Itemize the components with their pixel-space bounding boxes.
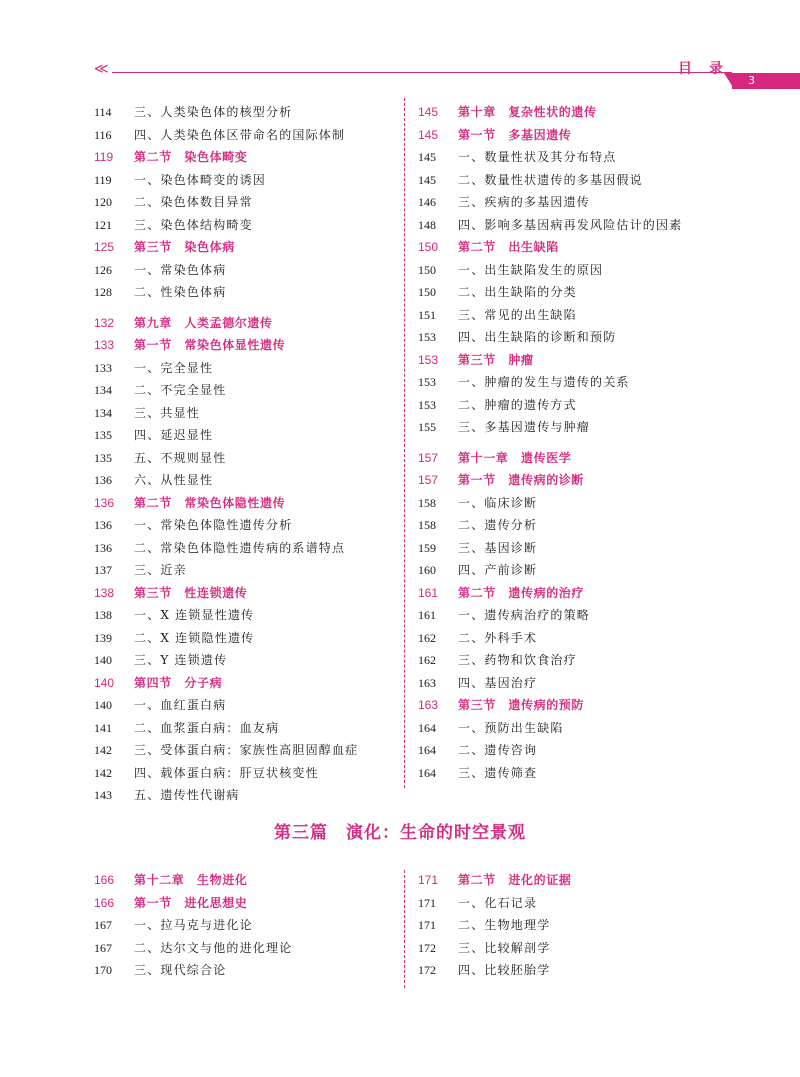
toc-entry-title: 二、达尔文与他的进化理论 xyxy=(134,940,293,955)
toc-page-number: 167 xyxy=(94,940,112,955)
toc-entry-title: 三、染色体结构畸变 xyxy=(134,217,253,232)
toc-entry-title: 一、遗传病治疗的策略 xyxy=(458,608,591,622)
toc-page-number: 166 xyxy=(94,895,115,910)
toc-entry-title: 四、基因治疗 xyxy=(458,675,538,690)
toc-entry-title: 第一节 常染色体显性遗传 xyxy=(134,338,286,352)
toc-page-number: 163 xyxy=(418,675,436,690)
toc-entry-title: 三、基因诊断 xyxy=(458,540,538,555)
toc-entry-title: 第一节 遗传病的诊断 xyxy=(458,473,585,487)
toc-page-number: 172 xyxy=(418,963,436,977)
toc-page-number: 159 xyxy=(418,540,436,555)
toc-entry-title: 二、血浆蛋白病：血友病 xyxy=(134,720,280,735)
toc-page-number: 153 xyxy=(418,352,439,367)
toc-page-number: 145 xyxy=(418,127,439,142)
toc-entry-title: 第二节 染色体畸变 xyxy=(134,150,248,164)
toc-page-number: 164 xyxy=(418,720,436,735)
toc-entry-title: 三、Y 连锁遗传 xyxy=(134,653,228,667)
toc-entry-title: 一、X 连锁显性遗传 xyxy=(134,608,255,622)
toc-entry-title: 三、药物和饮食治疗 xyxy=(458,653,577,667)
toc-column-right xyxy=(418,100,758,800)
toc-entry-title: 四、载体蛋白病：肝豆状核变性 xyxy=(134,765,319,780)
toc-entry-title: 四、影响多基因病再发风险估计的因素 xyxy=(458,217,683,232)
toc-entry-title: 二、染色体数目异常 xyxy=(134,195,253,209)
toc-page-number: 151 xyxy=(418,307,436,322)
toc-entry-title: 一、出生缺陷发生的原因 xyxy=(458,262,604,277)
toc-page-number: 119 xyxy=(94,150,114,164)
toc-entry-title: 二、外科手术 xyxy=(458,630,538,645)
toc-page-number: 135 xyxy=(94,450,112,465)
toc-entry-title: 四、比较胚胎学 xyxy=(458,963,551,977)
toc-column-bottom-left xyxy=(94,870,394,990)
toc-entry-title: 第一节 多基因遗传 xyxy=(458,127,572,142)
toc-column-bottom-right xyxy=(418,870,758,990)
toc-entry-title: 第四节 分子病 xyxy=(134,675,223,690)
toc-entry-title: 一、数量性状及其分布特点 xyxy=(458,150,617,164)
toc-entry-title: 四、出生缺陷的诊断和预防 xyxy=(458,330,617,344)
toc-entry-title: 一、临床诊断 xyxy=(458,495,538,510)
toc-entry-title: 二、X 连锁隐性遗传 xyxy=(134,630,255,645)
toc-page-number: 133 xyxy=(94,338,115,352)
toc-page-number: 134 xyxy=(94,405,112,420)
toc-page-number: 135 xyxy=(94,428,112,442)
toc-page-number: 136 xyxy=(94,540,112,555)
toc-entry-title: 第二节 常染色体隐性遗传 xyxy=(134,495,286,510)
toc-entry-title: 第十一章 遗传医学 xyxy=(458,450,572,465)
toc-page-number: 171 xyxy=(418,918,436,932)
toc-entry-title: 一、化石记录 xyxy=(458,895,538,910)
toc-page-number: 153 xyxy=(418,330,436,344)
toc-entry-title: 二、生物地理学 xyxy=(458,918,551,932)
toc-entry-title: 三、多基因遗传与肿瘤 xyxy=(458,420,591,434)
page-number-tab xyxy=(732,73,800,89)
toc-entry-title: 三、常见的出生缺陷 xyxy=(458,307,577,322)
toc-entry-title: 第三节 染色体病 xyxy=(134,240,235,254)
toc-page-number: 153 xyxy=(418,375,436,389)
toc-page-number: 119 xyxy=(94,172,112,187)
toc-entry-title: 第十二章 生物进化 xyxy=(134,873,248,887)
toc-entry-title: 六、从性显性 xyxy=(134,473,214,487)
toc-entry-title: 三、共显性 xyxy=(134,405,201,420)
toc-entry-title: 二、遗传分析 xyxy=(458,518,538,532)
toc-entry-title: 四、人类染色体区带命名的国际体制 xyxy=(134,127,346,142)
toc-entry-title: 二、不完全显性 xyxy=(134,383,227,397)
toc-page-number: 114 xyxy=(94,105,112,119)
toc-page-number: 146 xyxy=(418,195,436,209)
toc-page-number: 153 xyxy=(418,397,436,412)
toc-entry-title: 三、现代综合论 xyxy=(134,963,227,977)
toc-entry-title: 二、性染色体病 xyxy=(134,285,227,299)
toc-entry-title: 三、比较解剖学 xyxy=(458,940,551,955)
toc-entry-title: 第一节 进化思想史 xyxy=(134,895,248,910)
toc-entry-title: 一、常染色体隐性遗传分析 xyxy=(134,518,293,532)
toc-page-number: 140 xyxy=(94,698,112,712)
toc-page-number: 137 xyxy=(94,563,112,577)
toc-page-number: 142 xyxy=(94,743,112,757)
toc-entry-title: 三、疾病的多基因遗传 xyxy=(458,195,591,209)
page-number: 3 xyxy=(748,74,755,87)
toc-page-number: 136 xyxy=(94,473,112,487)
toc-page-number: 140 xyxy=(94,653,112,667)
toc-entry-title: 一、常染色体病 xyxy=(134,262,227,277)
toc-page-number: 142 xyxy=(94,765,112,780)
toc-page-number: 162 xyxy=(418,630,436,645)
toc-entry-title: 一、拉马克与进化论 xyxy=(134,918,253,932)
toc-page-number: 143 xyxy=(94,788,112,802)
toc-page-number: 136 xyxy=(94,495,115,510)
toc-page-number: 170 xyxy=(94,963,112,977)
toc-entry-title: 三、遗传筛查 xyxy=(458,765,538,780)
toc-page-number: 132 xyxy=(94,315,115,330)
toc-page-number: 164 xyxy=(418,743,436,757)
toc-page-number: 162 xyxy=(418,653,436,667)
toc-page-number: 171 xyxy=(418,873,439,887)
toc-entry-title: 三、近亲 xyxy=(134,563,187,577)
toc-page-number: 164 xyxy=(418,765,436,780)
column-divider-bottom xyxy=(404,870,405,988)
toc-page-number: 158 xyxy=(418,518,436,532)
toc-page-number: 166 xyxy=(94,873,115,887)
toc-entry-title: 五、遗传性代谢病 xyxy=(134,788,240,802)
toc-page-number: 150 xyxy=(418,262,436,277)
page-title: 目 录 xyxy=(678,61,729,77)
double-chevron-left-icon: ≪ xyxy=(94,61,106,77)
toc-page-number: 172 xyxy=(418,940,436,955)
toc-page-number: 141 xyxy=(94,720,112,735)
toc-entry-title: 第三节 遗传病的预防 xyxy=(458,698,585,712)
toc-page-number: 150 xyxy=(418,240,439,254)
toc-page-number: 150 xyxy=(418,285,436,299)
part-title: 第三篇 演化：生命的时空景观 xyxy=(274,823,526,843)
toc-page-number: 161 xyxy=(418,585,439,600)
toc-page-number: 116 xyxy=(94,127,112,142)
toc-entry-title: 四、延迟显性 xyxy=(134,428,214,442)
toc-page-number: 121 xyxy=(94,217,112,232)
toc-entry-title: 第十章 复杂性状的遗传 xyxy=(458,105,597,119)
toc-entry-title: 二、常染色体隐性遗传病的系谱特点 xyxy=(134,540,346,555)
toc-entry-title: 三、人类染色体的核型分析 xyxy=(134,105,293,119)
toc-page-number: 139 xyxy=(94,630,112,645)
toc-entry-title: 第二节 出生缺陷 xyxy=(458,240,559,254)
toc-page-number: 155 xyxy=(418,420,436,434)
toc-page-number: 134 xyxy=(94,383,112,397)
toc-page-number: 157 xyxy=(418,450,439,465)
toc-page-number: 167 xyxy=(94,918,112,932)
toc-page-number: 145 xyxy=(418,172,436,187)
toc-entry-title: 第九章 人类孟德尔遗传 xyxy=(134,315,273,330)
toc-entry-title: 三、受体蛋白病：家族性高胆固醇血症 xyxy=(134,743,359,757)
toc-page-number: 125 xyxy=(94,240,115,254)
toc-entry-title: 一、血红蛋白病 xyxy=(134,698,227,712)
header-rule xyxy=(112,72,732,73)
toc-entry-title: 第三节 性连锁遗传 xyxy=(134,585,248,600)
column-divider-top xyxy=(404,98,405,788)
toc-entry-title: 一、染色体畸变的诱因 xyxy=(134,172,267,187)
toc-entry-title: 二、肿瘤的遗传方式 xyxy=(458,397,577,412)
toc-page-number: 138 xyxy=(94,608,112,622)
toc-page-number: 161 xyxy=(418,608,436,622)
toc-page-number: 120 xyxy=(94,195,112,209)
toc-page-number: 138 xyxy=(94,585,115,600)
toc-page-number: 133 xyxy=(94,360,112,375)
toc-page-number: 128 xyxy=(94,285,112,299)
toc-entry-title: 二、出生缺陷的分类 xyxy=(458,285,577,299)
toc-entry-title: 二、数量性状遗传的多基因假说 xyxy=(458,172,643,187)
toc-page-number: 157 xyxy=(418,473,439,487)
toc-page-number: 145 xyxy=(418,105,439,119)
toc-page-number: 163 xyxy=(418,698,439,712)
toc-entry-title: 一、预防出生缺陷 xyxy=(458,720,564,735)
toc-page-number: 136 xyxy=(94,518,112,532)
toc-page-number: 148 xyxy=(418,217,436,232)
toc-entry-title: 二、遗传咨询 xyxy=(458,743,538,757)
page-header xyxy=(0,0,800,100)
toc-page-number: 171 xyxy=(418,895,436,910)
toc-page-number: 140 xyxy=(94,675,115,690)
toc-entry-title: 一、肿瘤的发生与遗传的关系 xyxy=(458,375,630,389)
toc-entry-title: 第二节 进化的证据 xyxy=(458,873,572,887)
toc-page-number: 158 xyxy=(418,495,436,510)
toc-entry-title: 第二节 遗传病的治疗 xyxy=(458,585,585,600)
toc-column-left xyxy=(94,100,394,800)
toc-entry-title: 四、产前诊断 xyxy=(458,563,538,577)
toc-entry-title: 五、不规则显性 xyxy=(134,450,227,465)
toc-page-number: 160 xyxy=(418,563,436,577)
toc-entry-title: 一、完全显性 xyxy=(134,360,214,375)
toc-page-number: 145 xyxy=(418,150,436,164)
toc-entry-title: 第三节 肿瘤 xyxy=(458,352,534,367)
toc-page-number: 126 xyxy=(94,262,112,277)
